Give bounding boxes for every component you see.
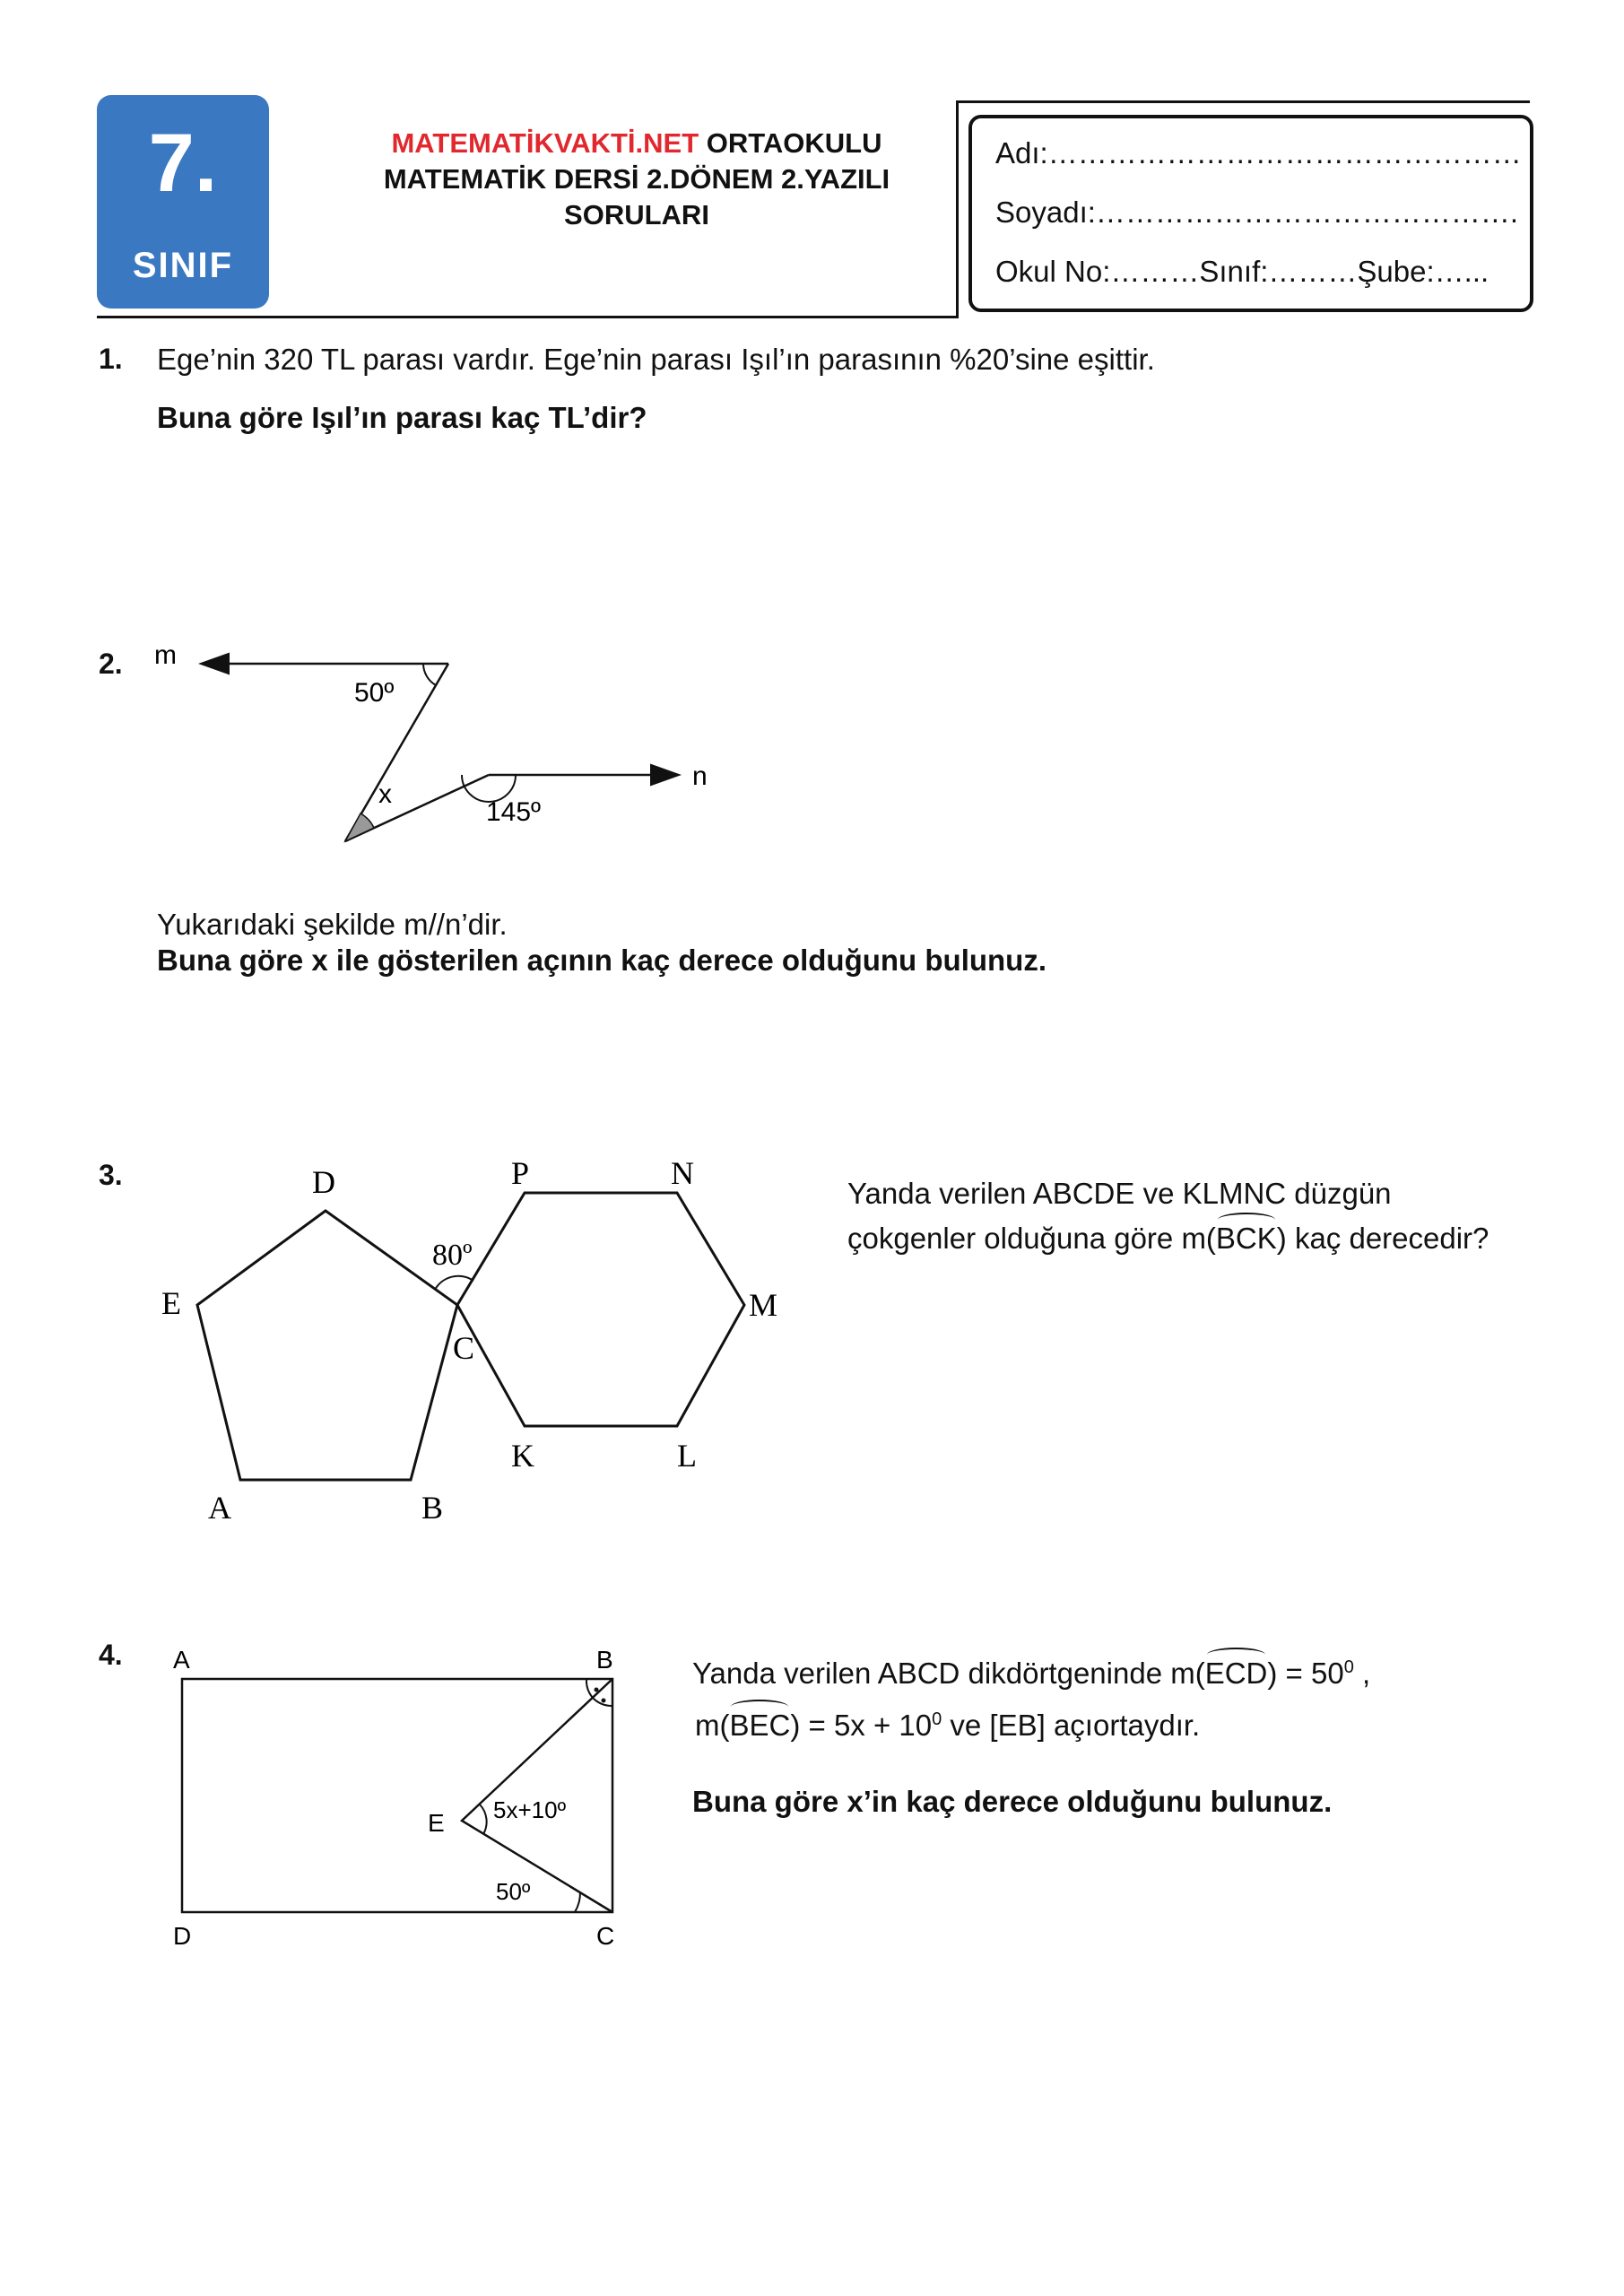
angle-x-shaded: [345, 813, 374, 841]
label-C: C: [596, 1922, 615, 1950]
q4-line1-degree: 0: [1343, 1657, 1354, 1677]
label-D: D: [312, 1164, 335, 1200]
label-m: m: [154, 640, 177, 670]
name-field[interactable]: Adı:…………………………………………: [995, 136, 1522, 170]
school-name-red: MATEMATİKVAKTİ.NET: [391, 127, 699, 159]
student-info-box: [968, 115, 1533, 312]
q4-line2-a: m(: [695, 1709, 730, 1742]
label-E: E: [428, 1809, 445, 1837]
label-D: D: [173, 1922, 192, 1950]
label-K: K: [511, 1438, 534, 1474]
bisector-dot-1: [595, 1688, 599, 1692]
label-C: C: [453, 1330, 475, 1366]
q1-number: 1.: [99, 343, 123, 375]
label-A: A: [208, 1490, 231, 1525]
label-n: n: [692, 761, 708, 791]
label-E: E: [161, 1285, 181, 1321]
angle-arc-top: [423, 664, 436, 685]
q4-angle-ecd: ECD: [1204, 1657, 1268, 1690]
label-angle-50: 50º: [354, 678, 395, 708]
label-N: N: [671, 1155, 694, 1191]
label-B: B: [421, 1490, 444, 1525]
q4-figure: [157, 1632, 641, 1960]
grade-badge: [97, 95, 269, 309]
q3-text-line2: [847, 1222, 1489, 1256]
rectangle-abcd: [182, 1679, 612, 1912]
q4-line1-b: ) = 50: [1267, 1657, 1344, 1690]
q4-line2-b: ) = 5x + 10: [790, 1709, 933, 1742]
surname-field[interactable]: Soyadı:…………………………………….: [995, 196, 1519, 229]
q3-text-line2-a: çokgenler olduğuna göre m(: [847, 1222, 1216, 1255]
angle-arc-c: [575, 1892, 580, 1912]
angle-arc-e: [480, 1805, 487, 1834]
triangle-bec: [462, 1679, 612, 1912]
q4-angle-bec: BEC: [729, 1709, 791, 1742]
header-vertical-divider: [956, 100, 959, 318]
q3-angle-bck: BCK: [1215, 1222, 1277, 1255]
q4-line2-degree: 0: [932, 1709, 942, 1729]
q3-figure: [152, 1148, 798, 1525]
q2-figure: [143, 628, 735, 861]
grade-number: 7.: [148, 117, 218, 209]
q3-number: 3.: [99, 1159, 123, 1191]
label-L: L: [677, 1438, 697, 1474]
q2-text: Yukarıdaki şekilde m//n’dir.: [157, 908, 508, 941]
q1-question: Buna göre Işıl’ın parası kaç TL’dir?: [157, 401, 647, 434]
school-class-field[interactable]: Okul No:………Sınıf:………Şube:…...: [995, 255, 1489, 288]
exam-title-line2: MATEMATİK DERSİ 2.DÖNEM 2.YAZILI: [383, 163, 890, 195]
exam-title-line1: [323, 126, 951, 161]
q4-text-line2: [695, 1709, 1200, 1743]
pentagon-abcde: [197, 1211, 457, 1480]
label-A: A: [173, 1646, 190, 1674]
label-angle-80: 80º: [432, 1239, 473, 1272]
exam-title-line3: SORULARI: [564, 199, 709, 230]
q3-text-line1: Yanda verilen ABCDE ve KLMNC düzgün: [847, 1177, 1392, 1210]
exam-title: [323, 126, 951, 233]
q4-number: 4.: [99, 1639, 123, 1671]
q3-text-line2-b: ) kaç derecedir?: [1276, 1222, 1489, 1255]
q4-line1-c: ,: [1353, 1657, 1371, 1690]
label-angle-x: x: [378, 779, 392, 809]
header-divider: [97, 316, 958, 318]
q4-text-line1: [692, 1657, 1370, 1691]
q2-question: Buna göre x ile gösterilen açının kaç derece olduğunu bulunuz.: [157, 944, 1046, 977]
angle-arc-b1: [586, 1679, 593, 1698]
header-top-divider: [956, 100, 1530, 103]
label-P: P: [511, 1155, 530, 1191]
school-name-rest: ORTAOKULU: [699, 127, 882, 159]
grade-word: SINIF: [132, 246, 234, 285]
hexagon-klmnc: [457, 1193, 744, 1426]
q4-question: Buna göre x’in kaç derece olduğunu bulunuz.: [692, 1785, 1333, 1818]
label-B: B: [596, 1646, 613, 1674]
label-angle-50: 50º: [496, 1878, 531, 1905]
label-angle-5x10: 5x+10º: [493, 1796, 567, 1823]
label-M: M: [749, 1287, 778, 1323]
label-angle-145: 145º: [486, 797, 542, 827]
q1-text: Ege’nin 320 TL parası vardır. Ege’nin parası Işıl’ın parasının %20’sine eşittir.: [157, 343, 1155, 376]
bisector-dot-2: [602, 1699, 606, 1703]
q2-number: 2.: [99, 648, 123, 680]
q4-line2-c: ve [EB] açıortaydır.: [942, 1709, 1201, 1742]
q4-line1-a: Yanda verilen ABCD dikdörtgeninde m(: [692, 1657, 1205, 1690]
